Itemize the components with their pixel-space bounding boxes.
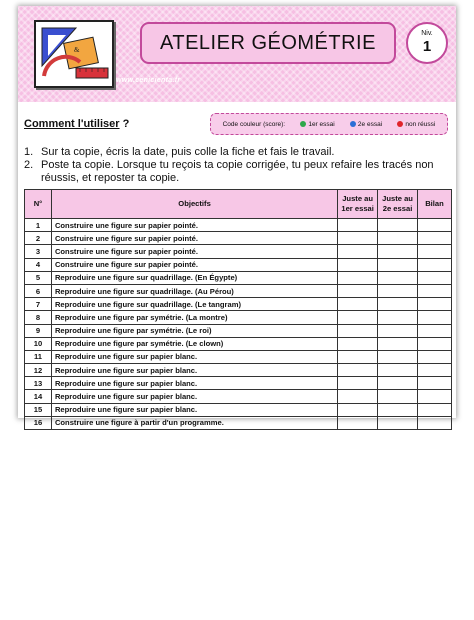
second-try-cell[interactable] xyxy=(378,298,418,311)
first-try-cell[interactable] xyxy=(338,311,378,324)
svg-text:&: & xyxy=(74,46,80,54)
legend-item-second: 2e essai xyxy=(350,121,382,128)
row-objective: Reproduire une figure sur papier blanc. xyxy=(51,377,337,390)
row-number: 4 xyxy=(25,258,52,271)
first-try-cell[interactable] xyxy=(338,232,378,245)
blue-dot-icon xyxy=(350,121,356,127)
first-try-cell[interactable] xyxy=(338,284,378,297)
website-url: www.cenicienta.fr xyxy=(116,77,181,84)
row-number: 8 xyxy=(25,311,52,324)
row-number: 11 xyxy=(25,350,52,363)
second-try-cell[interactable] xyxy=(378,271,418,284)
row-number: 2 xyxy=(25,232,52,245)
bilan-cell[interactable] xyxy=(418,403,452,416)
row-objective: Construire une figure sur papier pointé. xyxy=(51,245,337,258)
title-banner xyxy=(140,22,396,64)
first-try-cell[interactable] xyxy=(338,258,378,271)
bilan-cell[interactable] xyxy=(418,337,452,350)
first-try-cell[interactable] xyxy=(338,337,378,350)
bilan-cell[interactable] xyxy=(418,258,452,271)
first-try-cell[interactable] xyxy=(338,403,378,416)
second-try-cell[interactable] xyxy=(378,390,418,403)
first-try-cell[interactable] xyxy=(338,377,378,390)
first-try-cell[interactable] xyxy=(338,364,378,377)
bilan-cell[interactable] xyxy=(418,284,452,297)
second-try-cell[interactable] xyxy=(378,232,418,245)
instructions-list xyxy=(24,146,450,185)
first-try-cell[interactable] xyxy=(338,390,378,403)
second-try-cell[interactable] xyxy=(378,311,418,324)
objectives-table xyxy=(24,189,452,430)
second-try-cell[interactable] xyxy=(378,258,418,271)
table-row xyxy=(25,232,452,245)
logo-geometry-icon xyxy=(34,20,114,88)
second-try-cell[interactable] xyxy=(378,416,418,429)
level-label: Niv. xyxy=(421,30,433,37)
instruction-item: 1. Sur ta copie, écris la date, puis colle la fiche et fais le travail. xyxy=(24,146,335,158)
row-number: 5 xyxy=(25,271,52,284)
second-try-cell[interactable] xyxy=(378,364,418,377)
red-dot-icon xyxy=(397,121,403,127)
row-number: 13 xyxy=(25,377,52,390)
legend-item-failed: non réussi xyxy=(397,121,435,128)
row-objective: Construire une figure sur papier pointé. xyxy=(51,219,337,232)
table-row xyxy=(25,245,452,258)
level-value: 1 xyxy=(422,38,432,55)
col-header-bilan: Bilan xyxy=(418,190,452,219)
row-objective: Reproduire une figure sur papier blanc. xyxy=(51,403,337,416)
col-header-num: N° xyxy=(25,190,52,219)
second-try-cell[interactable] xyxy=(378,337,418,350)
table-row xyxy=(25,258,452,271)
bilan-cell[interactable] xyxy=(418,390,452,403)
row-number: 12 xyxy=(25,364,52,377)
second-try-cell[interactable] xyxy=(378,324,418,337)
legend-title: Code couleur (score): xyxy=(222,120,286,128)
bilan-cell[interactable] xyxy=(418,311,452,324)
row-objective: Reproduire une figure sur papier blanc. xyxy=(51,350,337,363)
row-objective: Reproduire une figure sur papier blanc. xyxy=(51,390,337,403)
legend-item-first: 1er essai xyxy=(300,121,334,128)
first-try-cell[interactable] xyxy=(338,324,378,337)
col-header-first-try: Juste au 1er essai xyxy=(338,190,378,219)
table-row xyxy=(25,364,452,377)
table-row xyxy=(25,284,452,297)
table-row xyxy=(25,324,452,337)
table-row xyxy=(25,377,452,390)
row-objective: Construire une figure sur papier pointé. xyxy=(51,232,337,245)
col-header-objectives: Objectifs xyxy=(51,190,337,219)
bilan-cell[interactable] xyxy=(418,364,452,377)
second-try-cell[interactable] xyxy=(378,377,418,390)
row-number: 15 xyxy=(25,403,52,416)
row-objective: Construire une figure à partir d'un programme. xyxy=(51,416,337,429)
row-number: 6 xyxy=(25,284,52,297)
bilan-cell[interactable] xyxy=(418,324,452,337)
instruction-text: Sur ta copie, écris la date, puis colle la fiche et fais le travail. xyxy=(41,146,335,158)
bilan-cell[interactable] xyxy=(418,350,452,363)
second-try-cell[interactable] xyxy=(378,350,418,363)
row-objective: Construire une figure sur papier pointé. xyxy=(51,258,337,271)
table-row xyxy=(25,390,452,403)
table-row xyxy=(25,350,452,363)
row-objective: Reproduire une figure sur quadrillage. (Le tangram) xyxy=(51,298,337,311)
second-try-cell[interactable] xyxy=(378,284,418,297)
green-dot-icon xyxy=(300,121,306,127)
row-number: 10 xyxy=(25,337,52,350)
row-objective: Reproduire une figure par symétrie. (Le roi) xyxy=(51,324,337,337)
row-objective: Reproduire une figure par symétrie. (Le clown) xyxy=(51,337,337,350)
bilan-cell[interactable] xyxy=(418,232,452,245)
color-code-legend xyxy=(210,113,448,135)
row-objective: Reproduire une figure par symétrie. (La montre) xyxy=(51,311,337,324)
second-try-cell[interactable] xyxy=(378,245,418,258)
row-number: 9 xyxy=(25,324,52,337)
row-number: 3 xyxy=(25,245,52,258)
instruction-item: 2. Poste ta copie. Lorsque tu reçois ta copie corrigée, tu peux refaire les tracés non réussis, et reposter ta copie. xyxy=(24,159,450,185)
table-row xyxy=(25,271,452,284)
bilan-cell[interactable] xyxy=(418,271,452,284)
row-number: 14 xyxy=(25,390,52,403)
table-row xyxy=(25,311,452,324)
bilan-cell[interactable] xyxy=(418,416,452,429)
how-to-heading xyxy=(24,118,129,130)
second-try-cell[interactable] xyxy=(378,403,418,416)
bilan-cell[interactable] xyxy=(418,219,452,232)
row-objective: Reproduire une figure sur quadrillage. (En Égypte) xyxy=(51,271,337,284)
second-try-cell[interactable] xyxy=(378,219,418,232)
first-try-cell[interactable] xyxy=(338,245,378,258)
first-try-cell[interactable] xyxy=(338,298,378,311)
table-header-row xyxy=(25,190,452,219)
bilan-cell[interactable] xyxy=(418,245,452,258)
col-header-second-try: Juste au 2e essai xyxy=(378,190,418,219)
table-row xyxy=(25,403,452,416)
how-to-label: Comment l'utiliser xyxy=(24,118,120,130)
page-title: ATELIER GÉOMÉTRIE xyxy=(160,31,376,54)
first-try-cell[interactable] xyxy=(338,350,378,363)
first-try-cell[interactable] xyxy=(338,219,378,232)
row-objective: Reproduire une figure sur papier blanc. xyxy=(51,364,337,377)
instruction-text: Poste ta copie. Lorsque tu reçois ta copie corrigée, tu peux refaire les tracés non réussis, et reposter ta copie. xyxy=(41,159,434,184)
row-number: 1 xyxy=(25,219,52,232)
bilan-cell[interactable] xyxy=(418,298,452,311)
row-objective: Reproduire une figure sur quadrillage. (Au Pérou) xyxy=(51,284,337,297)
table-row xyxy=(25,416,452,429)
table-row xyxy=(25,337,452,350)
bilan-cell[interactable] xyxy=(418,377,452,390)
level-badge xyxy=(406,22,448,64)
how-to-suffix: ? xyxy=(119,118,130,130)
table-row xyxy=(25,219,452,232)
first-try-cell[interactable] xyxy=(338,416,378,429)
row-number: 16 xyxy=(25,416,52,429)
first-try-cell[interactable] xyxy=(338,271,378,284)
table-row xyxy=(25,298,452,311)
row-number: 7 xyxy=(25,298,52,311)
worksheet-page xyxy=(18,6,456,428)
